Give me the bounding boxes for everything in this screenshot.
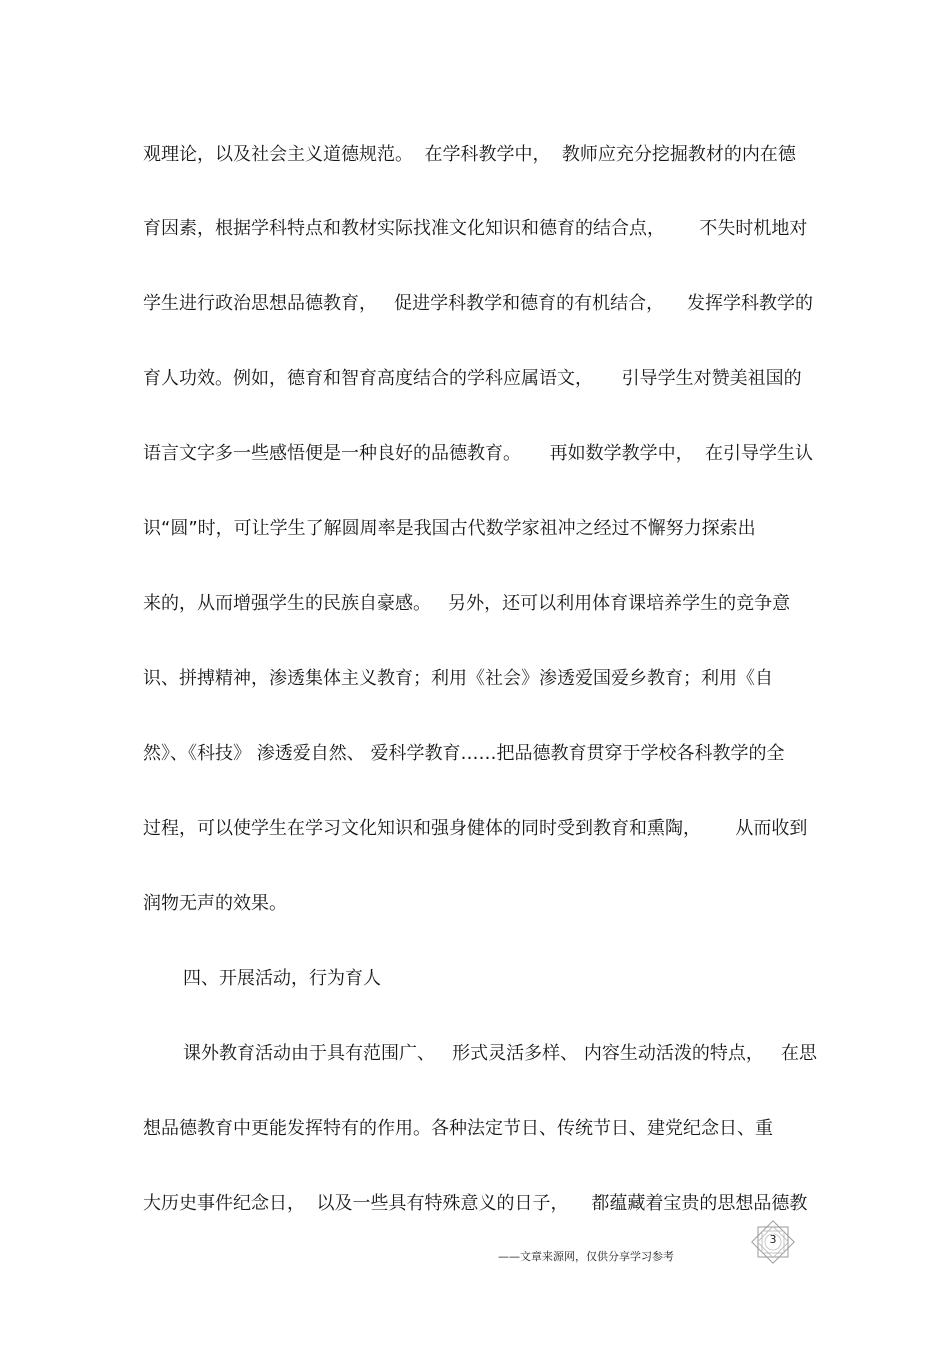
body-line-14: 想品德教育中更能发挥特有的作用。各种法定节日、传统节日、建党纪念日、重 [143,1118,773,1139]
body-line-2: 育因素，根据学科特点和教材实际找准文化知识和德育的结合点， 不失时机地对 [143,218,808,239]
page-number: 3 [769,1233,777,1246]
body-line-3: 学生进行政治思想品德教育， 促进学科教学和德育的有机结合， 发挥学科教学的 [143,293,814,314]
body-line-4: 育人功效。例如，德育和智育高度结合的学科应属语文， 引导学生对赞美祖国的 [143,368,802,389]
body-line-7: 来的，从而增强学生的民族自豪感。 另外，还可以利用体育课培养学生的竞争意 [143,593,791,614]
body-line-15: 大历史事件纪念日， 以及一些具有特殊意义的日子， 都蕴藏着宝贵的思想品德教 [143,1193,808,1214]
body-line-9: 然》、《科技》 渗透爱自然、 爱科学教育……把品德教育贯穿于学校各科教学的全 [143,743,785,764]
body-line-1: 观理论，以及社会主义道德规范。 在学科教学中， 教师应充分挖掘教材的内在德 [143,144,796,165]
footer-source-note: ——文章来源网，仅供分享学习参考 [498,1250,674,1263]
body-line-11: 润物无声的效果。 [143,893,287,914]
body-line-8: 识、拼搏精神，渗透集体主义教育；利用《社会》渗透爱国爱乡教育；利用《自 [143,668,773,689]
body-line-13: 课外教育活动由于具有范围广、 形式灵活多样、 内容生动活泼的特点， 在思 [183,1043,818,1064]
body-line-6: 识“圆”时，可让学生了解圆周率是我国古代数学家祖冲之经过不懈努力探索出 [143,518,756,539]
section-heading: 四、开展活动，行为育人 [183,968,381,989]
body-line-10: 过程，可以使学生在学习文化知识和强身健体的同时受到教育和熏陶， 从而收到 [143,818,808,839]
body-line-5: 语言文字多一些感悟便是一种良好的品德教育。 再如数学教学中， 在引导学生认 [143,443,814,464]
